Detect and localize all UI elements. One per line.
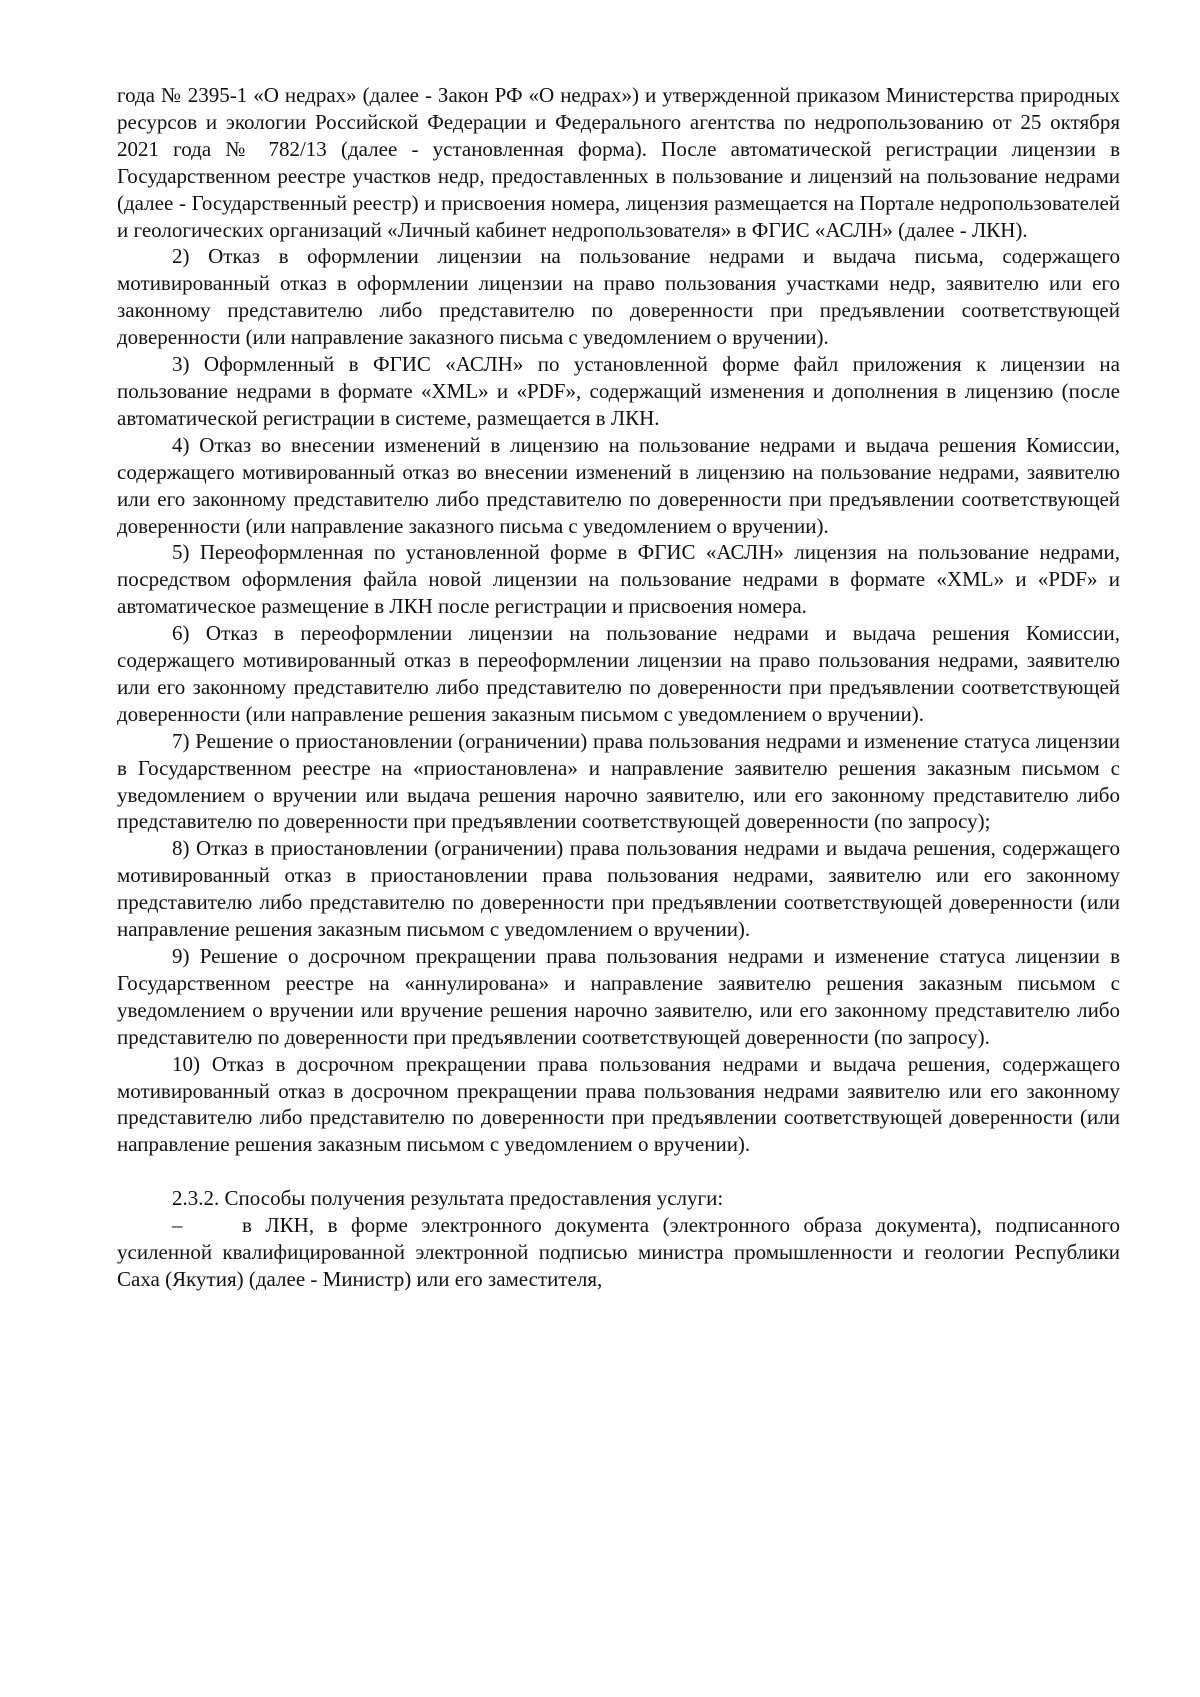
paragraph-item-8: 8) Отказ в приостановлении (ограничении) права пользования недрами и выдача решения, содержащего мотивированный отказ в приостановлении права пользования недрами, заявителю или его законному представителю либо представителю по доверенности при предъявлении соответствующей доверенности (или направление решения заказным письмом с уведомлением о вручении). [117, 836, 1120, 942]
paragraph-item-2: 2) Отказ в оформлении лицензии на пользование недрами и выдача письма, содержащего мотивированный отказ в оформлении лицензии на право пользования участками недр, заявителю или его законному представителю либо представителю по доверенности при предъявлении соответствующей доверенности (или направление заказного письма с уведомлением о вручении). [117, 244, 1120, 350]
list-dash: – [172, 1213, 183, 1238]
list-item [117, 1212, 1120, 1293]
document-page [117, 82, 1120, 1293]
paragraph-item-7: 7) Решение о приостановлении (ограничении) права пользования недрами и изменение статуса лицензии в Государственном реестре на «приостановлена» и направление заявителю решения заказным письмом с уведомлением о вручении или выдача решения нарочно заявителю, или его законному представителю либо представителю по доверенности при предъявлении соответствующей доверенности (по запросу); [117, 728, 1120, 834]
paragraph-item-5: 5) Переоформленная по установленной форме в ФГИС «АСЛН» лицензия на пользование недрами, посредством оформления файла новой лицензии на пользование недрами в формате «XML» и «PDF» и автоматическое размещение в ЛКН после регистрации и присвоения номера. [117, 540, 1120, 619]
paragraph-item-4: 4) Отказ во внесении изменений в лицензию на пользование недрами и выдача решения Комиссии, содержащего мотивированный отказ во внесении изменений в лицензию на пользование недрами, заявителю или его законному представителю либо представителю по доверенности при предъявлении соответствующей доверенности (или направление заказного письма с уведомлением о вручении). [117, 432, 1120, 538]
paragraph-item-6: 6) Отказ в переоформлении лицензии на пользование недрами и выдача решения Комиссии, содержащего мотивированный отказ в переоформлении лицензии на право пользования недрами, заявителю или его законному представителю либо представителю по доверенности при предъявлении соответствующей доверенности (или направление решения заказным письмом с уведомлением о вручении). [117, 621, 1120, 726]
paragraph-item-10: 10) Отказ в досрочном прекращении права пользования недрами и выдача решения, содержащего мотивированный отказ в досрочном прекращении права пользования недрами заявителю или его законному представителю либо представителю по доверенности при предъявлении соответствующей доверенности (или направление решения заказным письмом с уведомлением о вручении). [117, 1051, 1120, 1157]
list-item-text: в ЛКН, в форме электронного документа (электронного образа документа), подписанного усиленной квалифицированной электронной подписью министра промышленности и геологии Республики Саха (Якутия) (далее - Министр) или его заместителя, [117, 1213, 1120, 1291]
paragraph-item-9: 9) Решение о досрочном прекращении права пользования недрами и изменение статуса лицензии в Государственном реестре на «аннулирована» и направление заявителю решения заказным письмом с уведомлением о вручении или вручение решения нарочно заявителю, или его законному представителю либо представителю по доверенности при предъявлении соответствующей доверенности (по запросу). [117, 944, 1120, 1049]
paragraph-item-3: 3) Оформленный в ФГИС «АСЛН» по установленной форме файл приложения к лицензии на пользование недрами в формате «XML» и «PDF», содержащий изменения и дополнения в лицензию (после автоматической регистрации в системе, размещается в ЛКН. [117, 352, 1120, 430]
paragraph-spacer [117, 1158, 1120, 1185]
section-heading: 2.3.2. Способы получения результата предоставления услуги: [172, 1186, 724, 1211]
paragraph-continuation: года № 2395-1 «О недрах» (далее - Закон РФ «О недрах») и утвержденной приказом Министерства природных ресурсов и экологии Российской Федерации и Федерального агентства по недропользованию от 25 октября 2021 года № 782/13 (далее - установленная форма). После автоматической регистрации лицензии в Государственном реестре участков недр, предоставленных в пользование и лицензий на пользование недрами (далее - Государственный реестр) и присвоения номера, лицензия размещается на Портале недропользователей и геологических организаций «Личный кабинет недропользователя» в ФГИС «АСЛН» (далее - ЛКН). [117, 83, 1120, 242]
